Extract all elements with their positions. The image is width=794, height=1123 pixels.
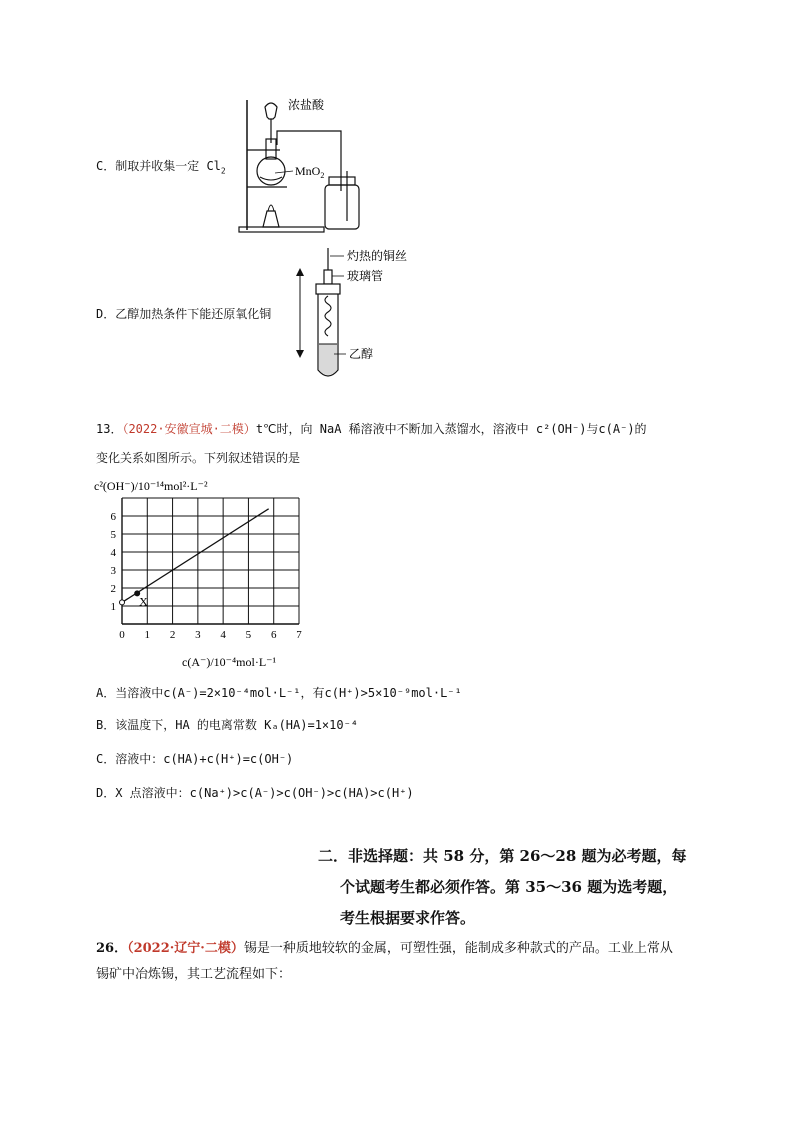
label-conc-hcl: 浓盐酸 (288, 98, 325, 112)
q13-stem-line1: 13．（2022·安徽宣城·二模）t℃时，向 NaA 稀溶液中不断加入蒸馏水，溶液中 c²(OH⁻)与c(A⁻)的 (96, 422, 647, 436)
x-tick-label: 5 (245, 629, 252, 641)
q13-option-d[interactable]: D．X 点溶液中：c(Na⁺)>c(A⁻)>c(OH⁻)>c(HA)>c(H⁺) (96, 786, 414, 800)
q26-source: （2022·辽宁·二模） (127, 941, 244, 956)
point-origin (120, 600, 125, 605)
q13-source: （2022·安徽宣城·二模） (122, 422, 256, 436)
option-d-text: D．乙醇加热条件下能还原氧化铜 (96, 307, 272, 321)
label-ethanol: 乙醇 (349, 347, 374, 361)
section2-heading-line1: 二．非选择题：共 58 分，第 26～28 题为必考题，每 (318, 847, 687, 865)
y-tick-label: 5 (110, 529, 116, 541)
y-tick-label: 6 (110, 511, 116, 523)
y-tick-label: 4 (110, 547, 116, 559)
chart-ylabel: c²(OH⁻)/10⁻¹⁴mol²·L⁻² (94, 479, 208, 493)
q13-option-b[interactable]: B．该温度下，HA 的电离常数 Kₐ(HA)=1×10⁻⁴ (96, 718, 359, 732)
chart-xlabel: c(A⁻)/10⁻⁴mol·L⁻¹ (182, 655, 277, 669)
q26-stem-line1: 26．（2022·辽宁·二模）锡是一种质地较软的金属，可塑性强，能制成多种款式的产品。工业上常从 (96, 941, 673, 956)
chart-grid (122, 498, 299, 624)
x-tick-label: 7 (296, 629, 302, 641)
label-hot-copper-wire: 灼热的铜丝 (347, 249, 408, 263)
x-tick-label: 3 (195, 629, 201, 641)
q13-chart (88, 474, 318, 672)
label-mno2: MnO$_2$ (295, 164, 325, 180)
y-tick-label: 3 (110, 565, 116, 577)
x-tick-label: 0 (119, 629, 125, 641)
y-tick-label: 2 (110, 583, 116, 595)
q13-option-c[interactable]: C．溶液中：c(HA)+c(H⁺)=c(OH⁻) (96, 752, 294, 766)
q13-stem-line2: 变化关系如图所示。下列叙述错误的是 (96, 451, 301, 465)
option-c-text: C．制取并收集一定 $Cl_2$ (96, 159, 226, 176)
x-tick-label: 6 (270, 629, 277, 641)
q13-option-a[interactable]: A．当溶液中c(A⁻)=2×10⁻⁴mol·L⁻¹，有c(H⁺)>5×10⁻⁹mol·L⁻¹ (96, 686, 462, 700)
x-tick-label: 1 (144, 629, 151, 641)
ethanol-copper-apparatus-figure (292, 244, 412, 384)
point-label-X: X (139, 594, 148, 609)
x-tick-label: 2 (169, 629, 176, 641)
label-glass-tube: 玻璃管 (347, 269, 384, 283)
x-tick-label: 4 (220, 629, 226, 641)
chlorine-apparatus-figure (235, 95, 370, 235)
section2-heading-line3: 考生根据要求作答。 (340, 909, 476, 927)
q26-stem-line2: 锡矿中冶炼锡，其工艺流程如下： (96, 967, 292, 982)
y-tick-label: 1 (110, 601, 116, 613)
section2-heading-line2: 个试题考生都必须作答。第 35～36 题为选考题， (340, 878, 678, 896)
